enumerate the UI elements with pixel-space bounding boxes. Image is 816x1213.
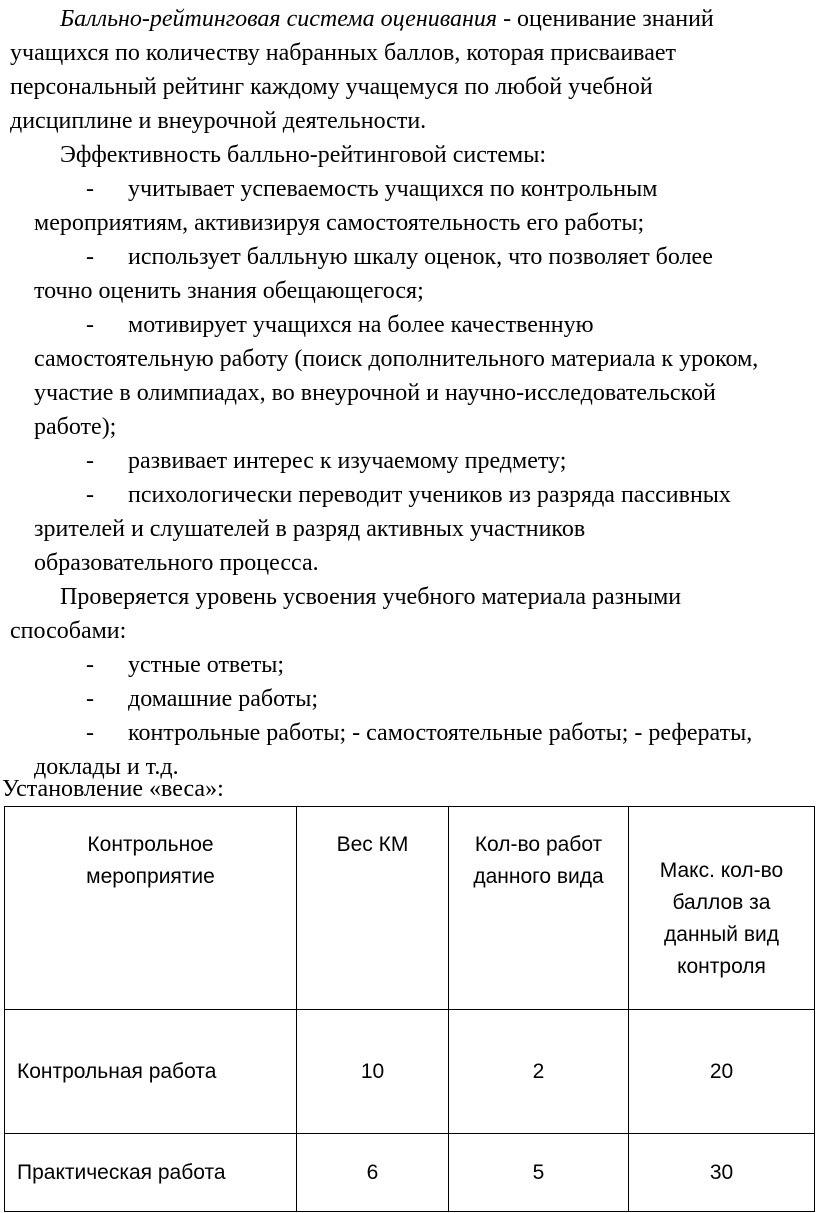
list-item-text: точно оценить знания обещающегося;: [34, 278, 424, 304]
definition-term: Балльно-рейтинговая система оценивания: [60, 6, 498, 32]
definition-line-3: персональный рейтинг каждому учащемуся по любой учебной: [10, 74, 653, 100]
list-item-text: домашние работы;: [128, 686, 319, 712]
header-cell: [5, 807, 297, 1010]
weights-table: [4, 806, 815, 1212]
header-text: баллов за: [672, 891, 771, 914]
table-cell-max: 30: [629, 1134, 815, 1212]
table-cell-weight: 10: [297, 1010, 449, 1134]
list-item-text: работе);: [34, 414, 117, 440]
list-item-text: психологически переводит учеников из разряда пассивных: [128, 482, 731, 508]
list-item-text: самостоятельную работу (поиск дополнительного материала к уроком,: [34, 346, 759, 372]
definition-line-4: дисциплине и внеурочной деятельности.: [10, 108, 427, 134]
list-bullet: -: [86, 720, 94, 746]
table-cell-count: 5: [449, 1134, 629, 1212]
table-cell-max: 20: [629, 1010, 815, 1134]
table-row: [5, 1134, 815, 1212]
list-item-text: мотивирует учащихся на более качественную: [128, 312, 594, 338]
table-cell-count: 2: [449, 1010, 629, 1134]
header-cell: [629, 807, 815, 1010]
list-item-text: доклады и т.д.: [34, 754, 179, 780]
list-bullet: -: [86, 652, 94, 678]
methods-heading-cont: способами:: [10, 618, 127, 644]
table-cell-weight: 6: [297, 1134, 449, 1212]
list-item-text: участие в олимпиадах, во внеурочной и научно-исследовательской: [34, 380, 716, 406]
table-caption: Установление «веса»:: [2, 776, 224, 802]
header-text: Контрольное: [87, 833, 214, 856]
list-item-text: зрителей и слушателей в разряд активных участников: [34, 516, 586, 542]
table-cell-name: Контрольная работа: [5, 1010, 297, 1134]
list-item-text: образовательного процесса.: [34, 550, 319, 576]
list-bullet: -: [86, 482, 94, 508]
header-cell: [297, 807, 449, 1010]
header-text: мероприятие: [86, 865, 215, 888]
list-item-text: контрольные работы; - самостоятельные работы; - рефераты,: [128, 720, 753, 746]
list-bullet: -: [86, 686, 94, 712]
header-text: данного вида: [473, 865, 604, 888]
header-text: Макс. кол-во: [659, 859, 784, 882]
list-item-text: устные ответы;: [128, 652, 285, 678]
header-text: контроля: [677, 955, 766, 978]
list-bullet: -: [86, 312, 94, 338]
table-row: [5, 1010, 815, 1134]
list-item-text: использует балльную шкалу оценок, что позволяет более: [128, 244, 713, 270]
list-bullet: -: [86, 448, 94, 474]
header-text: Кол-во работ: [474, 833, 603, 856]
header-text: данный вид: [664, 923, 779, 946]
definition-text: - оценивание знаний: [497, 6, 714, 32]
definition-line-1: [60, 2, 714, 36]
effectiveness-heading: Эффективность балльно-рейтинговой системы:: [60, 142, 546, 168]
table-header-row: [5, 807, 815, 1010]
list-item-text: учитывает успеваемость учащихся по контрольным: [128, 176, 658, 202]
list-bullet: -: [86, 244, 94, 270]
header-text: Вес КМ: [336, 833, 409, 856]
list-bullet: -: [86, 176, 94, 202]
definition-line-2: учащихся по количеству набранных баллов, которая присваивает: [10, 40, 676, 66]
methods-heading: Проверяется уровень усвоения учебного материала разными: [60, 584, 682, 610]
header-cell: [449, 807, 629, 1010]
table-cell-name: Практическая работа: [5, 1134, 297, 1212]
list-item-text: мероприятиям, активизируя самостоятельность его работы;: [34, 210, 645, 236]
list-item-text: развивает интерес к изучаемому предмету;: [128, 448, 567, 474]
